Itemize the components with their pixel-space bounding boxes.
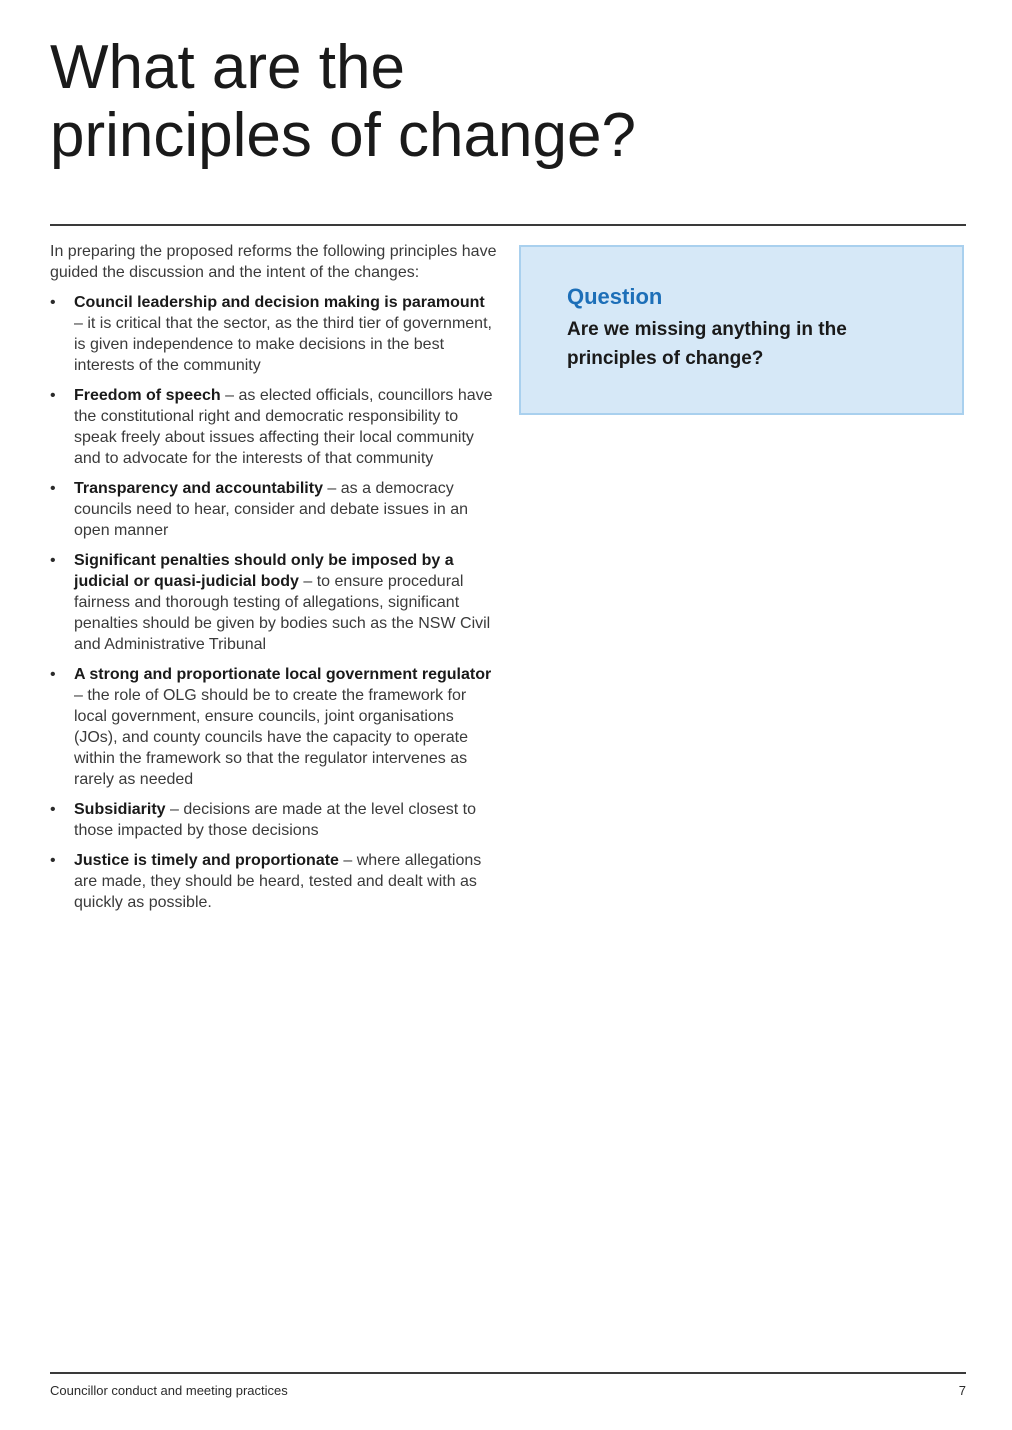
principle-text: – the role of OLG should be to create the framework for local government, ensure councils, joint organisations (JOs), and county councils have the capacity to operate within the framework so that the regulator intervenes as rarely as needed [74,687,468,788]
question-text: Are we missing anything in the principles of change? [567,319,847,369]
bullet-icon: • [50,552,56,569]
question-callout [519,245,964,415]
principle-title: Justice is timely and proportionate [74,852,339,869]
principle-item [50,478,498,541]
principle-item [50,292,498,376]
bullet-icon: • [50,294,56,311]
principle-item [50,850,498,913]
principle-text: – it is critical that the sector, as the third tier of government, is given independence to make decisions in the best interests of the community [74,315,492,374]
footer-document-title: Councillor conduct and meeting practices [50,1383,288,1398]
footer-divider [50,1372,966,1374]
bullet-icon: • [50,666,56,683]
principle-item [50,385,498,469]
principle-text: – decisions are made at the level closest to those impacted by those decisions [74,801,476,839]
bullet-icon: • [50,387,56,404]
principle-text: – as elected officials, councillors have the constitutional right and democratic responsibility to speak freely about issues affecting their local community and to advocate for the interests of that community [74,387,493,467]
page-title [50,34,950,170]
principle-title: Transparency and accountability [74,480,323,497]
principle-text: – to ensure procedural fairness and thorough testing of allegations, significant penalties should be given by bodies such as the NSW Civil and Administrative Tribunal [74,573,491,653]
page-number: 7 [958,1383,966,1398]
top-divider [50,224,966,226]
bullet-icon: • [50,852,56,869]
principle-title: Significant penalties should only be imposed by a judicial or quasi-judicial body [74,552,454,590]
principles-list [50,292,498,913]
question-heading: Question [567,284,663,309]
intro-paragraph: In preparing the proposed reforms the following principles have guided the discussion and the intent of the changes: [50,243,497,281]
principle-item [50,664,498,790]
principle-text: – where allegations are made, they should be heard, tested and dealt with as quickly as possible. [74,852,482,911]
principle-title: Council leadership and decision making is paramount [74,294,485,311]
bullet-icon: • [50,801,56,818]
page-title-line-2: principles of change? [50,101,636,170]
principle-title: A strong and proportionate local government regulator [74,666,492,683]
principle-title: Subsidiarity [74,801,166,818]
page-title-line-1: What are the [50,33,405,102]
bullet-icon: • [50,480,56,497]
principle-text: – as a democracy councils need to hear, consider and debate issues in an open manner [74,480,469,539]
principles-section [50,241,498,922]
principle-item [50,550,498,655]
principle-item [50,799,498,841]
principle-title: Freedom of speech [74,387,221,404]
